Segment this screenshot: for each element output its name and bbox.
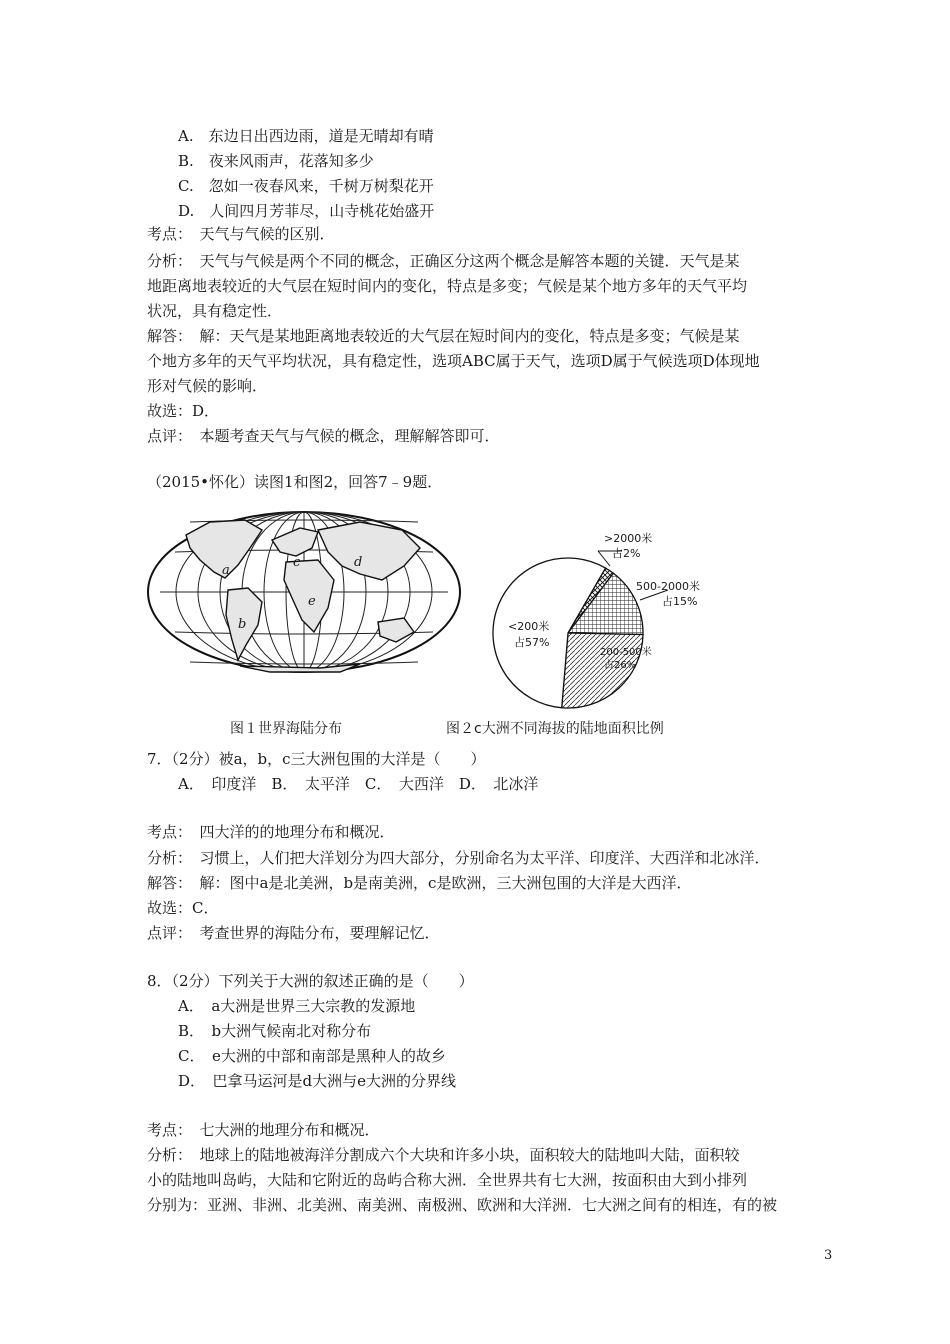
q6-fenxi-line3: 状况，具有稳定性． (147, 302, 283, 320)
map-letter-d: d (354, 555, 363, 570)
q8-kaodian: 考点： 七大洲的地理分布和概况． (147, 1121, 380, 1139)
pie-label-lt200: <200米 (508, 620, 550, 633)
q8-option-c: C． e大洲的中部和南部是黑种人的故乡 (178, 1047, 446, 1065)
q6-dianping: 点评： 本题考查天气与气候的概念，理解解答即可． (147, 427, 500, 445)
q6-option-d: D. 人间四月芳菲尽，山寺桃花始盛开 (178, 202, 435, 220)
pie-label-500-2000-pct: 占15% (662, 595, 698, 608)
q8-fenxi-line1: 分析： 地球上的陆地被海洋分割成六个大块和许多小块，面积较大的陆地叫大陆，面积较 (147, 1146, 740, 1164)
q8-option-d: D． 巴拿马运河是d大洲与e大洲的分界线 (178, 1072, 457, 1090)
pie-label-200-500-pct: 占26% (604, 660, 637, 671)
q7-stem: 7．（2分）被a，b，c三大洲包围的大洋是（ ） (147, 750, 486, 768)
map-letter-c: c (293, 555, 301, 570)
q6-jieda-line2: 个地方多年的天气平均状况，具有稳定性，选项ABC属于天气，选项D属于气候选项D体现地 (147, 352, 760, 370)
q8-stem: 8．（2分）下列关于大洲的叙述正确的是（ ） (147, 972, 474, 990)
q7-dianping: 点评： 考查世界的海陆分布，要理解记忆． (147, 924, 440, 942)
pie-label-500-2000: 500-2000米 (636, 580, 700, 593)
q8-option-b: B． b大洲气候南北对称分布 (178, 1022, 372, 1040)
map-letter-b: b (238, 617, 247, 632)
q6-option-b: B. 夜来风雨声，花落知多少 (178, 152, 374, 170)
q7-guxuan: 故选：C． (147, 899, 219, 917)
q8-fenxi-line2: 小的陆地叫岛屿，大陆和它附近的岛屿合称大洲．全世界共有七大洲，按面积由大到小排列 (147, 1171, 748, 1189)
q7-jieda: 解答： 解：图中a是北美洲，b是南美洲，c是欧洲，三大洲包围的大洋是大西洋． (147, 874, 692, 892)
q6-jieda-line1: 解答： 解：天气是某地距离地表较近的大气层在短时间内的变化，特点是多变；气候是某 (147, 327, 740, 345)
q7-options: A． 印度洋 B． 太平洋 C． 大西洋 D． 北冰洋 (178, 775, 539, 793)
q6-kaodian: 考点： 天气与气候的区别． (147, 225, 335, 243)
map-letter-a: a (222, 563, 230, 578)
pie-label-gt2000-pct: 占2% (612, 547, 641, 560)
intro-text: （2015•怀化）读图1和图2，回答7﹣9题． (147, 473, 443, 491)
q7-fenxi: 分析： 习惯上，人们把大洋划分为四大部分，分别命名为太平洋、印度洋、大西洋和北冰洋． (147, 849, 770, 867)
page-number: 3 (824, 1248, 833, 1263)
q6-guxuan: 故选：D． (147, 402, 220, 420)
q8-fenxi-line3: 分别为：亚洲、非洲、北美洲、南美洲、南极洲、欧洲和大洋洲．七大洲之间有的相连，有的被 (147, 1196, 778, 1214)
pie-label-lt200-pct: 占57% (514, 636, 550, 649)
q6-jieda-line3: 形对气候的影响． (147, 377, 268, 395)
q6-fenxi-line2: 地距离地表较近的大气层在短时间内的变化，特点是多变；气候是某个地方多年的天气平均 (147, 277, 748, 295)
q6-fenxi-line1: 分析： 天气与气候是两个不同的概念，正确区分这两个概念是解答本题的关键．天气是某 (147, 252, 740, 270)
figure1-caption: 图１世界海陆分布 (230, 721, 342, 737)
q8-option-a: A． a大洲是世界三大宗教的发源地 (178, 997, 416, 1015)
map-letter-e: e (308, 594, 316, 609)
pie-label-200-500: 200-500米 (600, 647, 652, 658)
q7-kaodian: 考点： 四大洋的的地理分布和概况． (147, 823, 395, 841)
q6-option-c: C. 忽如一夜春风来，千树万树梨花开 (178, 177, 434, 195)
pie-label-gt2000: >2000米 (604, 532, 653, 545)
q6-option-a: A. 东边日出西边雨，道是无晴却有晴 (178, 127, 434, 145)
figure2-caption: 图２c大洲不同海拔的陆地面积比例 (446, 721, 664, 737)
